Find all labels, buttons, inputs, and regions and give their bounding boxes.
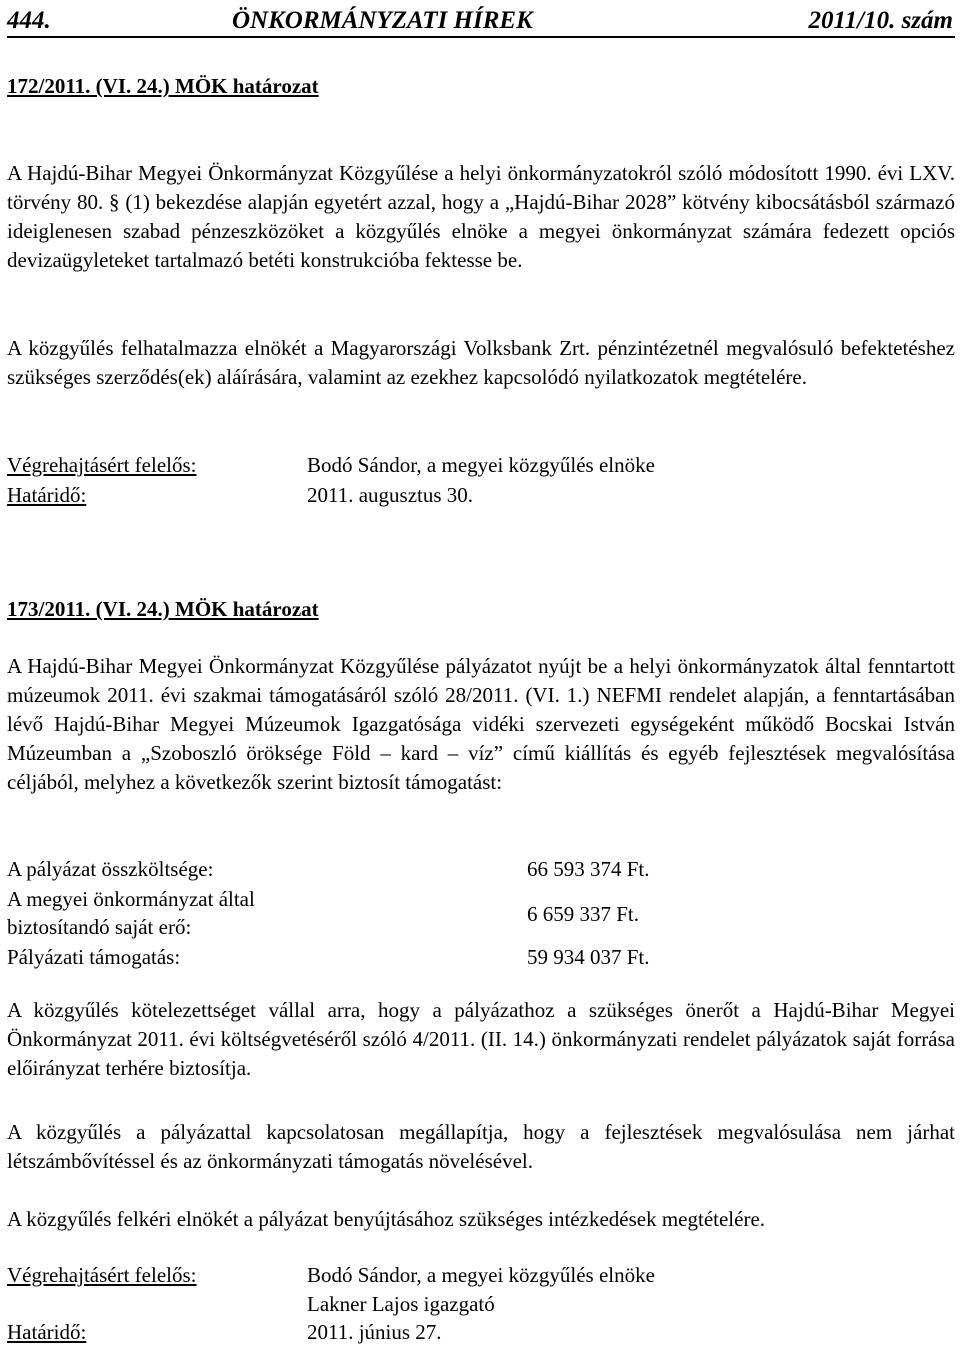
resolution-paragraph: A közgyűlés kötelezettséget vállal arra, hogy a pályázathoz a szükséges önerőt a Hajdú-Bihar Megyei Önkormányzat 2011. évi költségvetéséről szóló 4/2011. (II. 14.) önkormányzati rendelet pályázatok saját forrása előirányzat terhére biztosítja. (7, 998, 955, 1080)
cost-label: A pályázat összköltsége: (7, 857, 214, 881)
cost-value: 59 934 037 Ft. (527, 945, 650, 969)
cost-value: 66 593 374 Ft. (527, 857, 650, 881)
deadline-value: 2011. augusztus 30. (307, 483, 474, 507)
page-header (7, 4, 955, 38)
cost-label: A megyei önkormányzat által biztosítandó saját erő: (7, 887, 255, 939)
responsible-value: Bodó Sándor, a megyei közgyűlés elnöke (307, 453, 655, 477)
responsible-value: Bodó Sándor, a megyei közgyűlés elnöke (307, 1263, 655, 1287)
resolution-paragraph: A Hajdú-Bihar Megyei Önkormányzat Közgyűlése a helyi önkormányzatokról szóló módosított 1990. évi LXV. törvény 80. § (1) bekezdése alapján egyetért azzal, hogy a „Hajdú-Bihar 2028” kötvény kibocsátásból származó ideiglenesen szabad pénzeszközöket a közgyűlés elnöke a megyei önkormányzat számára fedezett opciós devizaügyleteket tartalmazó betéti konstrukcióba fektesse be. (7, 161, 955, 272)
resolution-title: 173/2011. (VI. 24.) MÖK határozat (7, 597, 319, 621)
cost-table (7, 855, 955, 970)
responsibility-block (7, 1261, 955, 1347)
deadline-label: Határidő: (7, 483, 87, 507)
deadline-label: Határidő: (7, 1320, 87, 1344)
resolution-paragraph: A közgyűlés felhatalmazza elnökét a Magyarországi Volksbank Zrt. pénzintézetnél megvalósuló befektetéshez szükséges szerződés(ek) aláírására, valamint az ezekhez kapcsolódó nyilatkozatok megtételére. (7, 336, 955, 389)
cost-value: 6 659 337 Ft. (527, 902, 640, 926)
responsible-label: Végrehajtásért felelős: (7, 1263, 197, 1287)
cost-label: Pályázati támogatás: (7, 945, 181, 969)
page-number: 444. (7, 7, 51, 34)
responsible-value-2: Lakner Lajos igazgató (307, 1292, 495, 1316)
resolution-paragraph: A közgyűlés a pályázattal kapcsolatosan megállapítja, hogy a fejlesztések megvalósulása nem járhat létszámbővítéssel és az önkormányzati támogatás növelésével. (7, 1120, 955, 1173)
resolution-title: 172/2011. (VI. 24.) MÖK határozat (7, 74, 319, 98)
deadline-value: 2011. június 27. (307, 1320, 442, 1344)
responsible-label: Végrehajtásért felelős: (7, 453, 197, 477)
responsibility-block (7, 451, 955, 511)
resolution-paragraph: A közgyűlés felkéri elnökét a pályázat benyújtásához szükséges intézkedések megtételére. (7, 1207, 766, 1231)
resolution-paragraph: A Hajdú-Bihar Megyei Önkormányzat Közgyűlése pályázatot nyújt be a helyi önkormányzatok által fenntartott múzeumok 2011. évi szakmai támogatásáról szóló 28/2011. (VI. 1.) NEFMI rendelet alapján, a fenntartásában lévő Hajdú-Bihar Megyei Múzeumok Igazgatósága vidéki szervezeti egységeként működő Bocskai István Múzeumban a „Szoboszló öröksége Föld – kard – víz” című kiállítás és egyéb fejlesztések megvalósítása céljából, melyhez a következők szerint biztosít támogatást: (7, 654, 955, 794)
publication-title: ÖNKORMÁNYZATI HÍREK (232, 7, 533, 34)
issue-number: 2011/10. szám (808, 7, 953, 34)
